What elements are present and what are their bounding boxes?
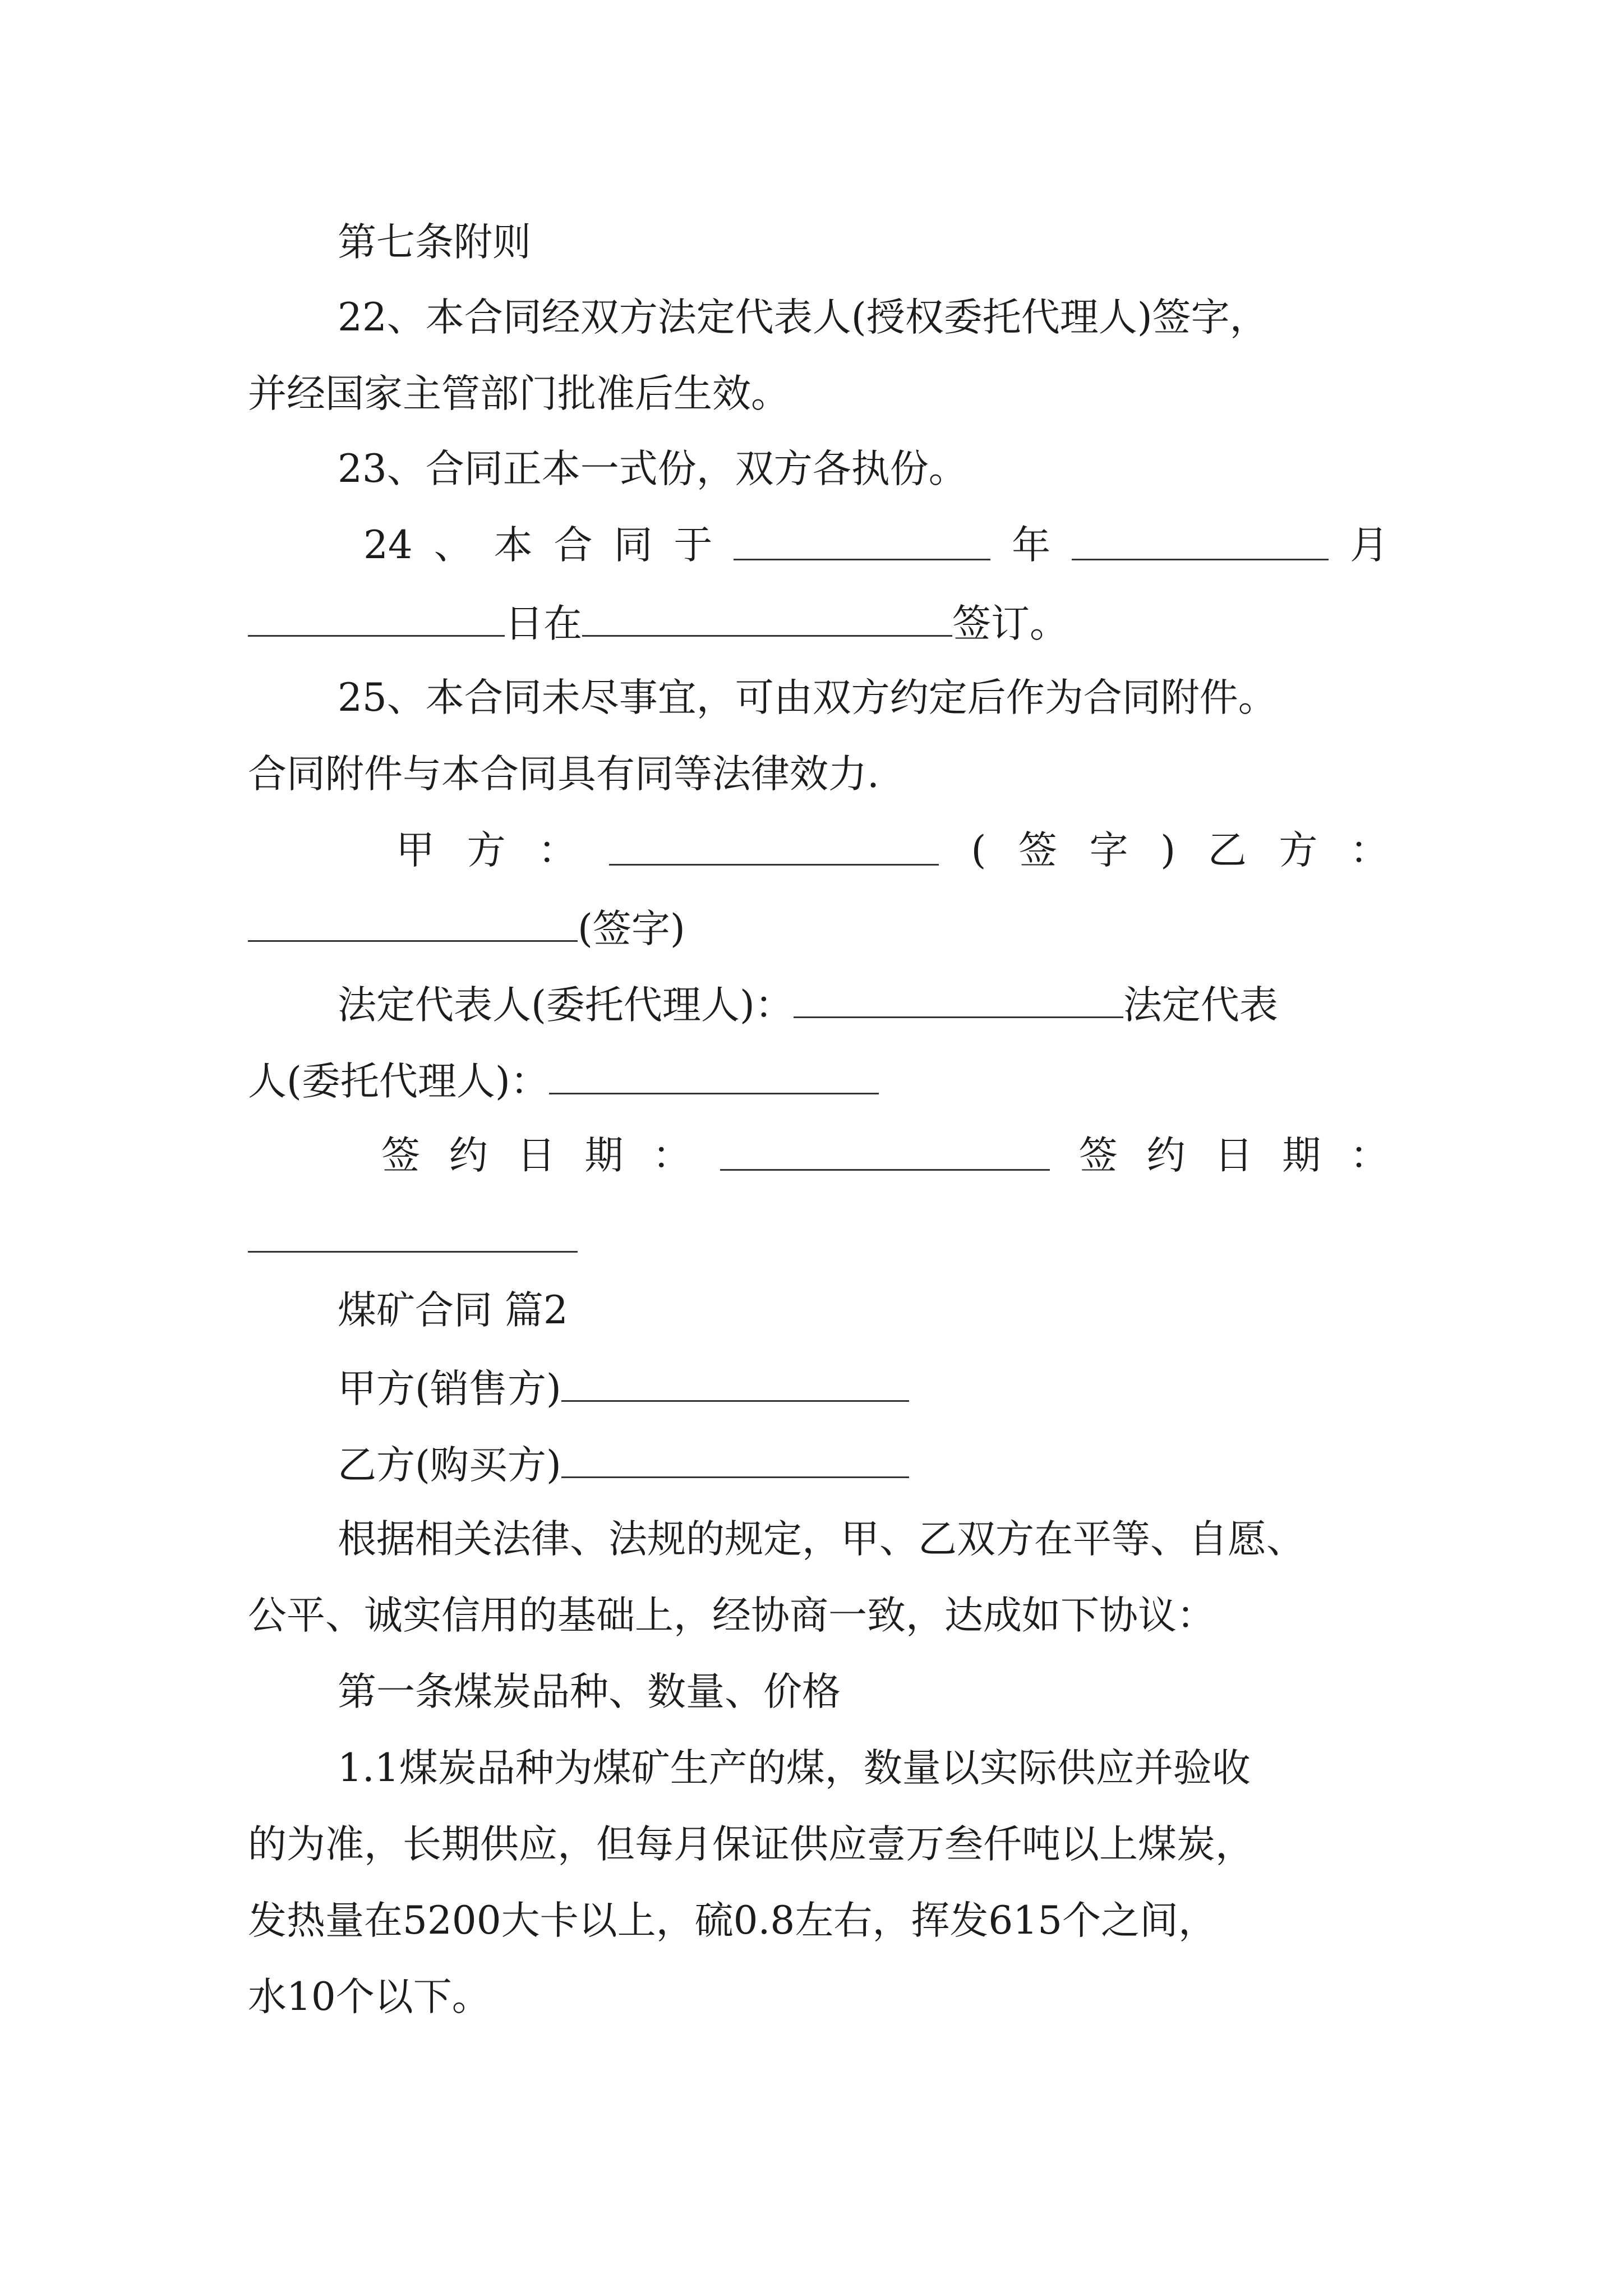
date-char: 日 bbox=[1214, 1133, 1253, 1178]
article-1-title: 第一条煤炭品种、数量、价格 bbox=[338, 1669, 841, 1714]
rep-b-blank[interactable] bbox=[549, 1060, 879, 1094]
clause-25-line1: 25、本合同未尽事宜，可由双方约定后作为合同附件。 bbox=[338, 675, 1277, 720]
date-char: 日 bbox=[517, 1133, 556, 1178]
rep-b-label-start: 法定代表 bbox=[1123, 983, 1278, 1028]
party-a-char: ： bbox=[538, 828, 577, 873]
date-char: 签 bbox=[381, 1133, 420, 1178]
rep-b-label-end: 人(委托代理人)： bbox=[248, 1059, 549, 1104]
clause-22-line1: 22、本合同经双方法定代表人(授权委托代理人)签字， bbox=[338, 295, 1269, 340]
date-char: 签 bbox=[1078, 1133, 1118, 1178]
date-char: 约 bbox=[1146, 1133, 1186, 1178]
party-a-signature-blank[interactable] bbox=[609, 831, 939, 866]
representative-line2 bbox=[248, 1059, 879, 1104]
clause-25-line2: 合同附件与本合同具有同等法律效力. bbox=[248, 752, 879, 797]
seller-label: 甲方(销售方) bbox=[338, 1366, 561, 1411]
clause-1-1-line4: 水10个以下。 bbox=[248, 1975, 491, 2019]
representative-line1 bbox=[338, 983, 1278, 1028]
clause-22-line2: 并经国家主管部门批准后生效。 bbox=[248, 371, 790, 416]
seller-line bbox=[338, 1368, 909, 1409]
date-b-blank[interactable] bbox=[248, 1251, 578, 1253]
clause-1-1-line2: 的为准，长期供应，但每月保证供应壹万叁仟吨以上煤炭， bbox=[248, 1822, 1254, 1867]
contract-2-title: 煤矿合同 篇2 bbox=[338, 1288, 568, 1333]
date-char: 期 bbox=[584, 1133, 624, 1178]
date-char: ： bbox=[652, 1133, 691, 1178]
clause-24-char: 于 bbox=[674, 523, 713, 568]
date-char: 期 bbox=[1282, 1133, 1321, 1178]
sign-date-line bbox=[381, 1133, 1389, 1178]
party-a-char: 方 bbox=[467, 828, 506, 873]
party-b-char: ： bbox=[1349, 828, 1389, 873]
signature-line bbox=[396, 828, 1389, 873]
sign-label: (签字) bbox=[578, 907, 685, 951]
clause-24-line2 bbox=[248, 601, 1068, 646]
clause-24-number: 24 bbox=[363, 523, 413, 568]
buyer-blank[interactable] bbox=[561, 1444, 909, 1478]
clause-24-char: 同 bbox=[614, 523, 653, 568]
rep-a-label: 法定代表人(委托代理人)： bbox=[338, 983, 794, 1028]
year-blank[interactable] bbox=[734, 526, 990, 560]
place-blank[interactable] bbox=[582, 602, 952, 637]
sign-char: 字 bbox=[1089, 828, 1128, 873]
seller-blank[interactable] bbox=[561, 1368, 909, 1402]
rep-a-blank[interactable] bbox=[794, 984, 1123, 1018]
clause-1-1-line3: 发热量在5200大卡以上，硫0.8左右，挥发615个之间， bbox=[248, 1898, 1218, 1943]
clause-23: 23、合同正本一式份，双方各执份。 bbox=[338, 447, 967, 491]
month-label: 月 bbox=[1349, 523, 1389, 568]
party-b-signature-blank[interactable] bbox=[248, 908, 578, 942]
party-a-char: 甲 bbox=[396, 828, 435, 873]
party-b-signature-line bbox=[248, 908, 685, 949]
intro-line1: 根据相关法律、法规的规定，甲、乙双方在平等、自愿、 bbox=[338, 1517, 1305, 1562]
article-7-title: 第七条附则 bbox=[338, 220, 531, 265]
date-char: 约 bbox=[449, 1133, 488, 1178]
clause-24-char: 本 bbox=[494, 523, 533, 568]
day-label: 日在 bbox=[505, 601, 582, 646]
day-blank[interactable] bbox=[248, 602, 505, 637]
clause-24-line1 bbox=[363, 523, 1389, 568]
date-char: ： bbox=[1349, 1133, 1389, 1178]
party-b-char: 乙 bbox=[1207, 828, 1247, 873]
clause-24-char: 合 bbox=[554, 523, 593, 568]
month-blank[interactable] bbox=[1072, 526, 1329, 560]
year-label: 年 bbox=[1012, 523, 1051, 568]
clause-1-1-line1: 1.1煤炭品种为煤矿生产的煤，数量以实际供应并验收 bbox=[338, 1746, 1251, 1791]
signed-label: 签订。 bbox=[952, 601, 1068, 646]
sign-char: ( bbox=[971, 828, 986, 873]
date-a-blank[interactable] bbox=[720, 1137, 1050, 1171]
intro-line2: 公平、诚实信用的基础上，经协商一致，达成如下协议： bbox=[248, 1593, 1215, 1638]
sign-char: ) bbox=[1160, 828, 1176, 873]
buyer-label: 乙方(购买方) bbox=[338, 1443, 561, 1488]
buyer-line bbox=[338, 1443, 909, 1488]
sign-char: 签 bbox=[1018, 828, 1057, 873]
party-b-char: 方 bbox=[1279, 828, 1318, 873]
clause-24-char: 、 bbox=[434, 523, 473, 568]
